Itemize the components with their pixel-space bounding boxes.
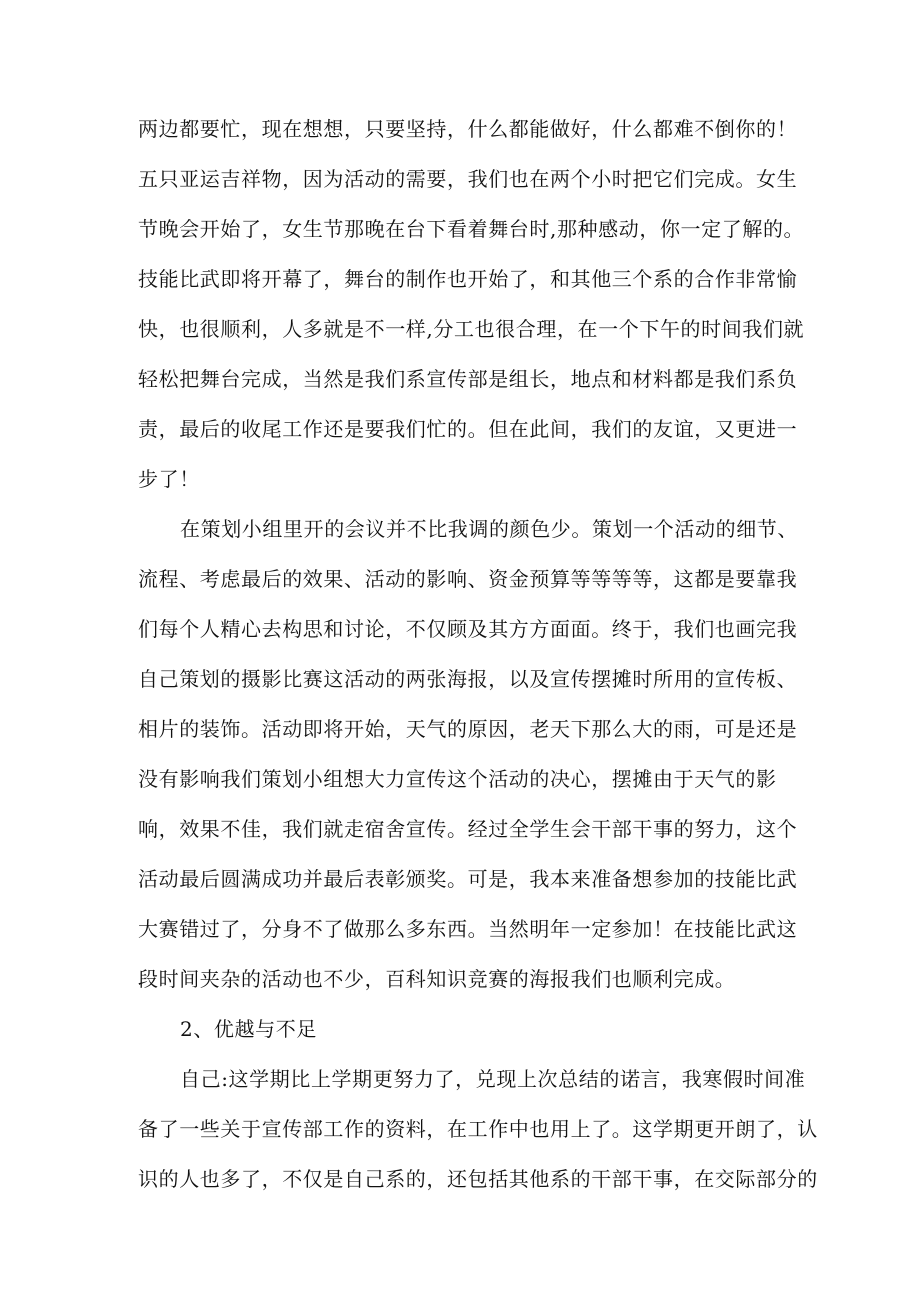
paragraph-start-line: 在策划小组里开的会议并不比我调的颜色少。策划一个活动的细节、 [180, 517, 798, 541]
text-line: 没有影响我们策划小组想大力宣传这个活动的决心，摆摊由于天气的影 [138, 767, 777, 791]
text-line: 响，效果不佳，我们就走宿舍宣传。经过全学生会干部干事的努力，这个 [138, 817, 798, 841]
text-line: 相片的装饰。活动即将开始，天气的原因，老天下那么大的雨，可是还是 [138, 717, 798, 741]
text-line: 技能比武即将开幕了，舞台的制作也开始了，和其他三个系的合作非常愉 [138, 267, 798, 291]
text-line: 识的人也多了，不仅是自己系的，还包括其他系的干部干事，在交际部分的 [138, 1167, 818, 1191]
text-line: 段时间夹杂的活动也不少，百科知识竞赛的海报我们也顺利完成。 [138, 967, 736, 991]
text-line: 们每个人精心去构思和讨论，不仅顾及其方方面面。终于，我们也画完我 [138, 617, 798, 641]
text-line: 活动最后圆满成功并最后表彰颁奖。可是，我本来准备想参加的技能比武 [138, 867, 798, 891]
text-line: 两边都要忙，现在想想，只要坚持，什么都能做好，什么都难不倒你的！ [138, 117, 798, 141]
text-line: 快，也很顺利，人多就是不一样,分工也很合理，在一个下午的时间我们就 [138, 317, 805, 341]
section-heading: 2、优越与不足 [180, 1017, 317, 1041]
text-line: 责，最后的收尾工作还是要我们忙的。但在此间，我们的友谊，又更进一 [138, 417, 798, 441]
text-line: 节晚会开始了，女生节那晚在台下看着舞台时,那种感动，你一定了解的。 [138, 217, 805, 241]
text-line: 步了！ [138, 467, 200, 491]
text-line: 五只亚运吉祥物，因为活动的需要，我们也在两个小时把它们完成。女生 [138, 167, 798, 191]
text-line: 流程、考虑最后的效果、活动的影响、资金预算等等等等，这都是要靠我 [138, 567, 798, 591]
text-line: 轻松把舞台完成，当然是我们系宣传部是组长，地点和材料都是我们系负 [138, 367, 798, 391]
text-line: 自己策划的摄影比赛这活动的两张海报，以及宣传摆摊时所用的宣传板、 [138, 667, 798, 691]
text-line: 备了一些关于宣传部工作的资料，在工作中也用上了。这学期更开朗了，认 [138, 1117, 818, 1141]
text-line: 大赛错过了，分身不了做那么多东西。当然明年一定参加！在技能比武这 [138, 917, 798, 941]
paragraph-start-line: 自己:这学期比上学期更努力了，兑现上次总结的诺言，我寒假时间准 [180, 1067, 806, 1091]
